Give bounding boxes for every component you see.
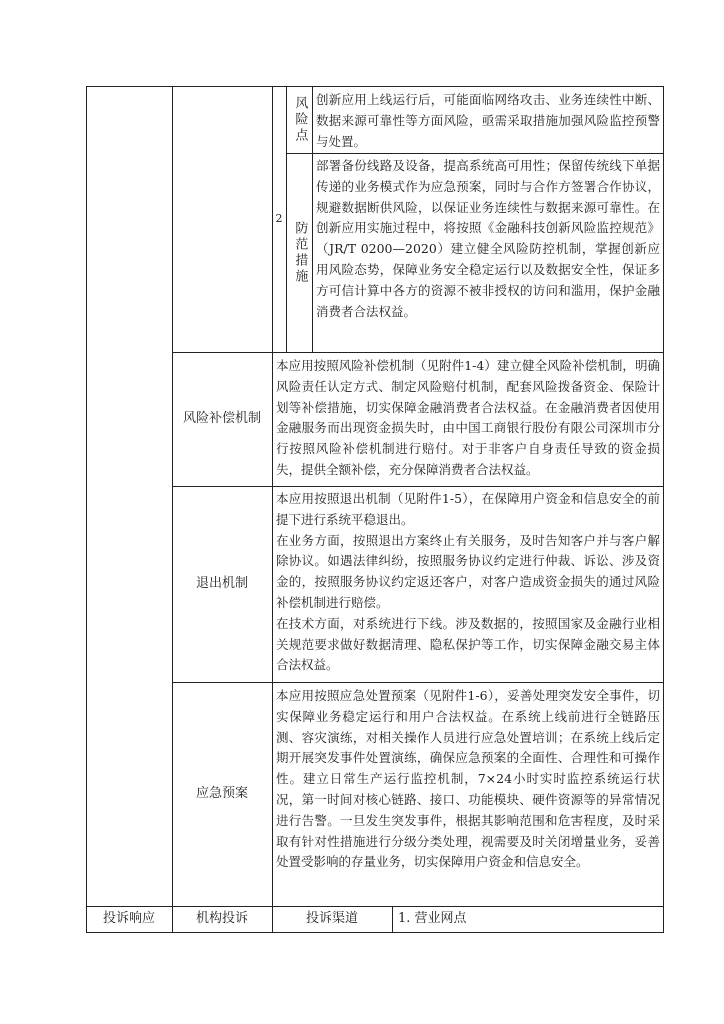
risk-point-label: 风险点 xyxy=(292,95,308,144)
complaint-section-label: 投诉响应 xyxy=(102,910,155,926)
column-divider xyxy=(392,906,393,932)
compensation-label: 风险补偿机制 xyxy=(182,410,261,426)
complaint-channel-label: 投诉渠道 xyxy=(305,910,358,926)
column-divider xyxy=(312,86,313,352)
risk-table xyxy=(86,86,664,932)
row-divider xyxy=(286,153,664,154)
emergency-text: 本应用按照应急处置预案（见附件1-6），妥善处理突发安全事件，切实保障业务稳定运行和用户合法权益。在系统上线前进行全链路压测、容灾演练，对相关操作人员进行应急处置培训；在系统上线后定期开展突发事件处置演练，确保应急预案的全面性、合理性和可操作性。建立日常生产运行监控机制，7×24小时实时监控系统运行状况，第一时间对核心链路、接口、功能模块、硬件资源等的异常情况进行告警。一旦发生突发事件，根据其影响范围和危害程度，及时采取有针对性措施进行分级分类处理，视需要及时关闭增量业务，妥善处置受影响的存量业务，切实保障用户资金和信息安全。 xyxy=(276,688,660,870)
column-divider xyxy=(272,352,273,906)
row-number: 2 xyxy=(275,211,283,225)
compensation-text: 本应用按照风险补偿机制（见附件1-4）建立健全风险补偿机制，明确风险责任认定方式、制定风险赔付机制，配套风险拨备资金、保险计划等补偿措施，切实保障金融消费者合法权益。在金融消费者因使用金融服务而出现资金损失时，由中国工商银行股份有限公司深圳市分行按照风险补偿机制进行赔付。对于非客户自身责任导致的资金损失，提供全额补偿，充分保障消费者合法权益。 xyxy=(276,358,660,477)
exit-paragraph: 本应用按照退出机制（见附件1-5），在保障用户资金和信息安全的前提下进行系统平稳退出。 xyxy=(276,491,660,527)
table-border-left xyxy=(86,86,87,932)
risk-point-text: 创新应用上线运行后，可能面临网络攻击、业务连续性中断、数据来源可靠性等方面风险，亟需采取措施加强风险监控预警与处置。 xyxy=(316,92,660,149)
prevention-label: 防范措施 xyxy=(292,220,308,285)
exit-paragraph: 在技术方面，对系统进行下线。涉及数据的，按照国家及金融行业相关规范要求做好数据清理、隐私保护等工作，切实保障金融交易主体合法权益。 xyxy=(276,615,660,673)
exit-label: 退出机制 xyxy=(195,575,248,591)
table-border-right xyxy=(663,86,664,932)
table-border-bottom xyxy=(86,932,664,933)
emergency-label: 应急预案 xyxy=(195,785,248,801)
prevention-text: 部署备份线路及设备，提高系统高可用性；保留传统线下单据传递的业务模式作为应急预案，同时与合作方签署合作协议，规避数据断供风险，以保证业务连续性与数据来源可靠性。在创新应用实施过程中，将按照《金融科技创新风险监控规范》（JR/T 0200—2020）建立健全风险防控机制，掌握创新应用风险态势，保障业务安全稳定运行以及数据安全性，保证多方可信计算中各方的资源不被非授权的访问和滥用，保护金融消费者合法权益。 xyxy=(316,158,660,319)
complaint-channel-value: 1. 营业网点 xyxy=(398,910,467,926)
org-complaint-label: 机构投诉 xyxy=(195,910,248,926)
exit-paragraph: 在业务方面，按照退出方案终止有关服务，及时告知客户并与客户解除协议。如遇法律纠纷，按照服务协议约定进行仲裁、诉讼、涉及资金的，按照服务协议约定返还客户，对客户造成资金损失的通过风险补偿机制进行赔偿。 xyxy=(276,532,660,610)
